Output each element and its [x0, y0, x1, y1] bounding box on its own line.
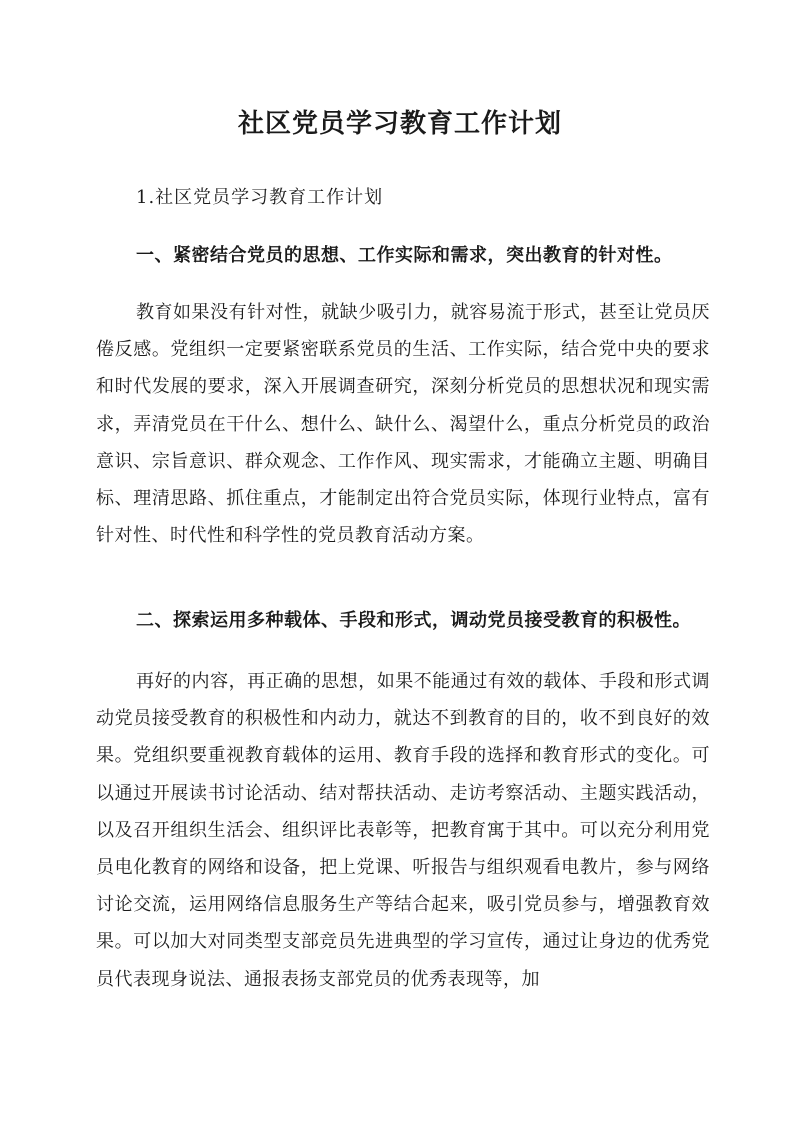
document-title: 社区党员学习教育工作计划	[237, 109, 562, 139]
section-1-heading: 一、紧密结合党员的思想、工作实际和需求，突出教育的针对性。	[136, 245, 673, 266]
section-2-paragraph: 再好的内容，再正确的思想，如果不能通过有效的载体、手段和形式调动党员接受教育的积极性和内动力，就达不到教育的目的，收不到良好的效果。党组织要重视教育载体的运用、教育手段的选择和教育形式的变化。可以通过开展读书讨论活动、结对帮扶活动、走访考察活动、主题实践活动，以及召开组织生活会、组织评比表彰等，把教育寓于其中。可以充分利用党员电化教育的网络和设备，把上党课、听报告与组织观看电教片，参与网络讨论交流，运用网络信息服务生产等结合起来，吸引党员参与，增强教育效果。可以加大对同类型支部竞员先进典型的学习宣传，通过让身边的优秀党员代表现身说法、通报表扬支部党员的优秀表现等，加	[96, 671, 710, 990]
section-1-paragraph: 教育如果没有针对性，就缺少吸引力，就容易流于形式，甚至让党员厌倦反感。党组织一定要紧密联系党员的生活、工作实际，结合党中央的要求和时代发展的要求，深入开展调查研究，深刻分析党员的思想状况和现实需求，弄清党员在干什么、想什么、缺什么、渴望什么，重点分析党员的政治意识、宗旨意识、群众观念、工作作风、现实需求，才能确立主题、明确目标、理清思路、抓住重点，才能制定出符合党员实际，体现行业特点，富有针对性、时代性和科学性的党员教育活动方案。	[96, 302, 710, 547]
document-subtitle: 1.社区党员学习教育工作计划	[136, 187, 384, 208]
section-2-heading: 二、探索运用多种载体、手段和形式，调动党员接受教育的积极性。	[136, 610, 691, 631]
